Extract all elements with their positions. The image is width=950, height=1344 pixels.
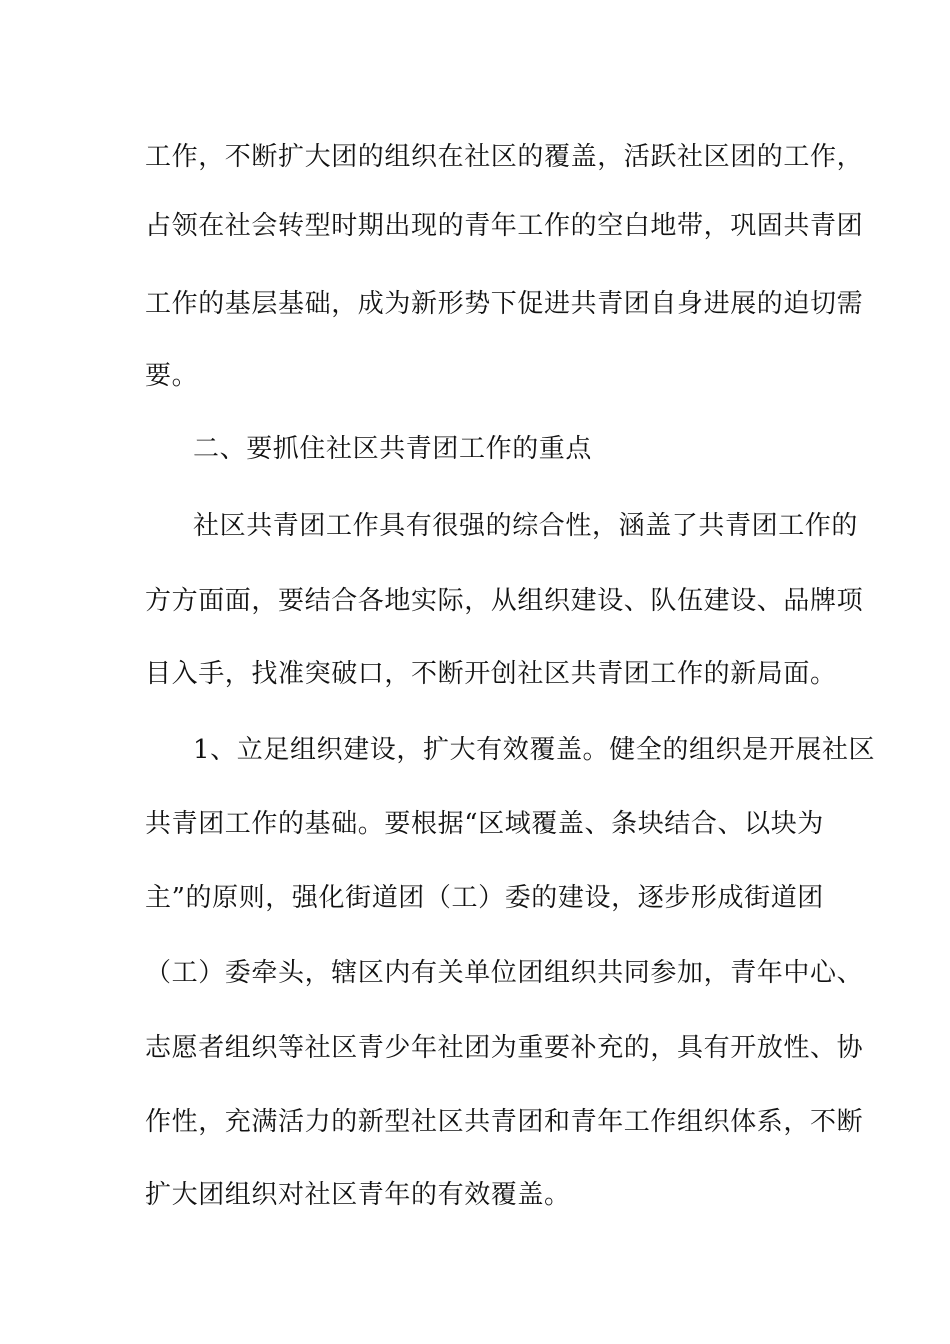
paragraph-line: 工作的基层基础，成为新形势下促进共青团自身进展的迫切需	[145, 289, 864, 319]
section-heading: 二、要抓住社区共青团工作的重点	[193, 434, 593, 464]
paragraph-line: 目入手，找准突破口，不断开创社区共青团工作的新局面。	[145, 659, 837, 689]
paragraph-line: 社区共青团工作具有很强的综合性，涵盖了共青团工作的	[193, 511, 859, 541]
paragraph-line: 志愿者组织等社区青少年社团为重要补充的，具有开放性、协	[145, 1033, 864, 1063]
paragraph-line: 作性，充满活力的新型社区共青团和青年工作组织体系，不断	[145, 1107, 864, 1137]
paragraph-line: 1、立足组织建设，扩大有效覆盖。健全的组织是开展社区	[193, 735, 876, 765]
paragraph-line: 主”的原则，强化街道团（工）委的建设，逐步形成街道团	[145, 883, 824, 913]
paragraph-line: 方方面面，要结合各地实际，从组织建设、队伍建设、品牌项	[145, 586, 864, 616]
paragraph-line: 扩大团组织对社区青年的有效覆盖。	[145, 1180, 571, 1210]
paragraph-line: 共青团工作的基础。要根据“区域覆盖、条块结合、以块为	[145, 809, 824, 839]
paragraph-line: 要。	[145, 361, 199, 391]
paragraph-line: 占领在社会转型时期出现的青年工作的空白地带，巩固共青团	[145, 211, 864, 241]
paragraph-line: 工作，不断扩大团的组织在社区的覆盖，活跃社区团的工作，	[145, 142, 864, 172]
paragraph-line: （工）委牵头，辖区内有关单位团组织共同参加，青年中心、	[145, 958, 864, 988]
